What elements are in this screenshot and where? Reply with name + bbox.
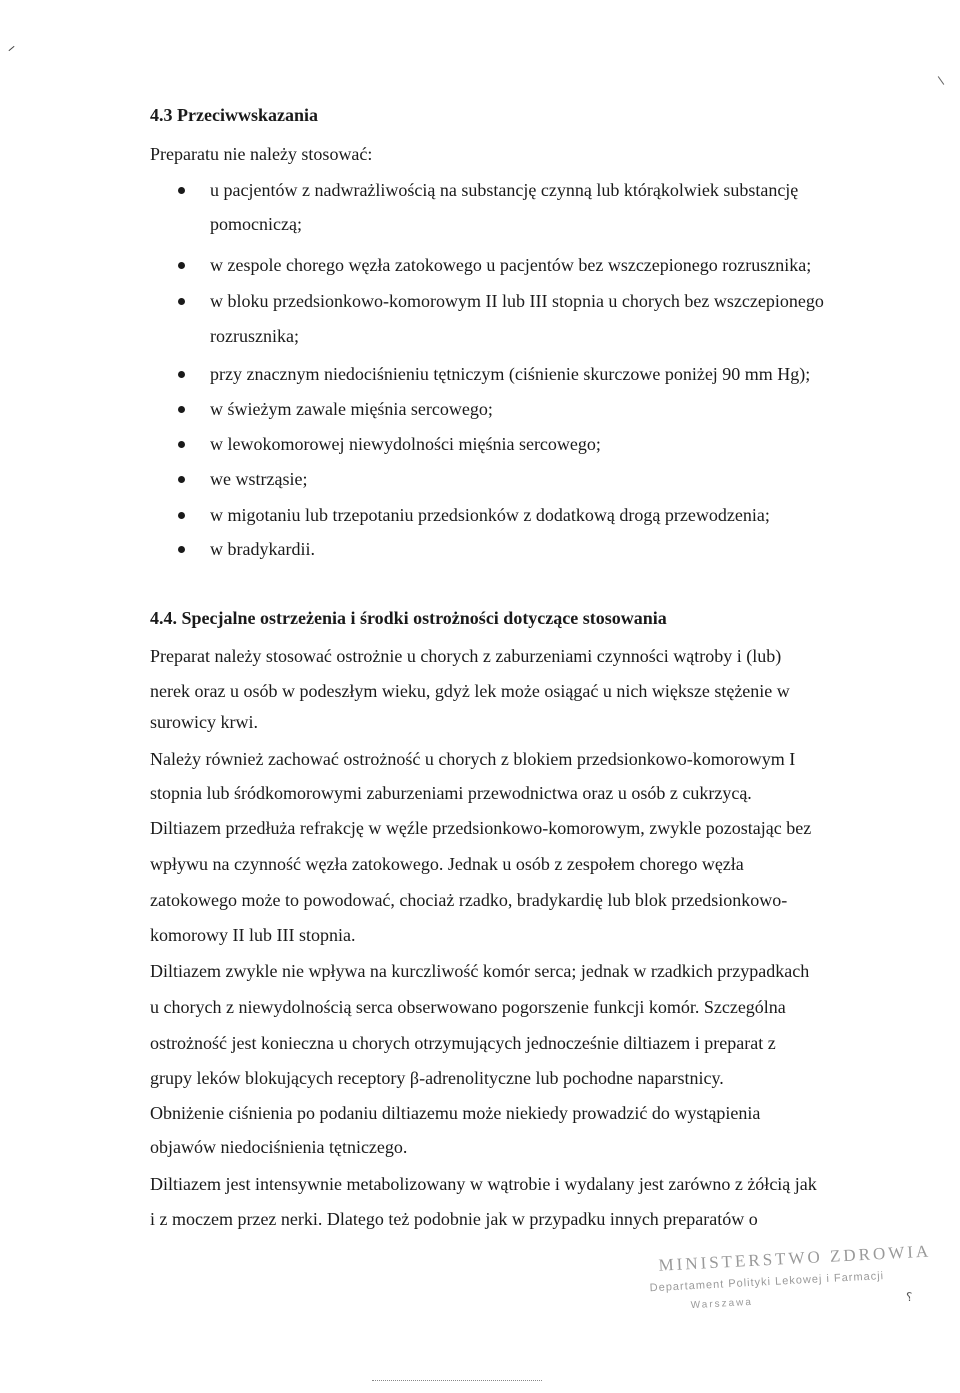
stamp-line: Departament Polityki Lekowej i Farmacji (649, 1270, 885, 1295)
ministry-stamp (638, 1241, 932, 1336)
paragraph-line: komorowy II lub III stopnia. (150, 925, 356, 945)
paragraph-line: zatokowego może to powodować, chociaż rzadko, bradykardię lub blok przedsionkowo- (150, 890, 788, 910)
list-item-line: rozrusznika; (210, 326, 299, 346)
bullet-icon (178, 262, 185, 269)
bullet-icon (178, 476, 185, 483)
paragraph-line: Diltiazem przedłuża refrakcję w węźle przedsionkowo-komorowym, zwykle pozostając bez (150, 818, 812, 838)
paragraph-line: stopnia lub śródkomorowymi zaburzeniami przewodnictwa oraz u osób z cukrzycą. (150, 783, 752, 803)
paragraph-line: wpływu na czynność węzła zatokowego. Jednak u osób z zespołem chorego węzła (150, 854, 744, 874)
bullet-icon (178, 187, 185, 194)
paragraph-line: Preparat należy stosować ostrożnie u chorych z zaburzeniami czynności wątroby i (lub) (150, 646, 782, 666)
list-item-line: w lewokomorowej niewydolności mięśnia sercowego; (210, 434, 601, 454)
list-item-line: w bloku przedsionkowo-komorowym II lub III stopnia u chorych bez wszczepionego (210, 291, 824, 311)
list-item-line: przy znacznym niedociśnieniu tętniczym (ciśnienie skurczowe poniżej 90 mm Hg); (210, 364, 811, 384)
list-item-line: w świeżym zawale mięśnia sercowego; (210, 399, 493, 419)
paragraph-line: u chorych z niewydolnością serca obserwowano pogorszenie funkcji komór. Szczególna (150, 997, 786, 1017)
list-item-line: w zespole chorego węzła zatokowego u pacjentów bez wszczepionego rozrusznika; (210, 255, 812, 275)
section-4-4-heading: 4.4. Specjalne ostrzeżenia i środki ostrożności dotyczące stosowania (150, 608, 667, 628)
stamp-line: MINISTERSTWO ZDROWIA (658, 1241, 932, 1275)
list-item-line: w bradykardii. (210, 539, 315, 559)
bullet-icon (178, 406, 185, 413)
stamp-line: Warszawa (690, 1296, 754, 1312)
bullet-icon (178, 441, 185, 448)
list-item-line: u pacjentów z nadwrażliwością na substancję czynną lub którąkolwiek substancję (210, 180, 799, 200)
list-item-line: pomocniczą; (210, 214, 302, 234)
paragraph-line: Diltiazem jest intensywnie metabolizowany w wątrobie i wydalany jest zarówno z żółcią jak (150, 1174, 817, 1194)
page-footer-line (372, 1380, 542, 1381)
list-item-line: we wstrząsie; (210, 469, 308, 489)
bullet-icon (178, 512, 185, 519)
paragraph-line: surowicy krwi. (150, 712, 258, 732)
paragraph-line: i z moczem przez nerki. Dlatego też podobnie jak w przypadku innych preparatów o (150, 1209, 758, 1229)
section-4-3-heading: 4.3 Przeciwwskazania (150, 105, 318, 125)
paragraph-line: nerek oraz u osób w podeszłym wieku, gdyż lek może osiągać u nich większe stężenie w (150, 681, 790, 701)
bullet-icon (178, 371, 185, 378)
paragraph-line: Obniżenie ciśnienia po podaniu diltiazemu może niekiedy prowadzić do wystąpienia (150, 1103, 761, 1123)
paragraph-line: ostrożność jest konieczna u chorych otrzymujących jednocześnie diltiazem i preparat z (150, 1033, 776, 1053)
list-item-line: w migotaniu lub trzepotaniu przedsionków z dodatkową drogą przewodzenia; (210, 505, 770, 525)
scan-mark (938, 76, 945, 85)
paragraph-line: Diltiazem zwykle nie wpływa na kurczliwość komór serca; jednak w rzadkich przypadkach (150, 961, 810, 981)
bullet-icon (178, 298, 185, 305)
scan-mark (8, 46, 14, 51)
paragraph-line: Należy również zachować ostrożność u chorych z blokiem przedsionkowo-komorowym I (150, 749, 796, 769)
paragraph-line: grupy leków blokujących receptory β-adrenolityczne lub pochodne naparstnicy. (150, 1068, 724, 1088)
section-4-3-intro: Preparatu nie należy stosować: (150, 144, 373, 164)
paragraph-line: objawów niedociśnienia tętniczego. (150, 1137, 408, 1157)
bullet-icon (178, 546, 185, 553)
scan-mark: ⸮ (906, 1290, 913, 1304)
